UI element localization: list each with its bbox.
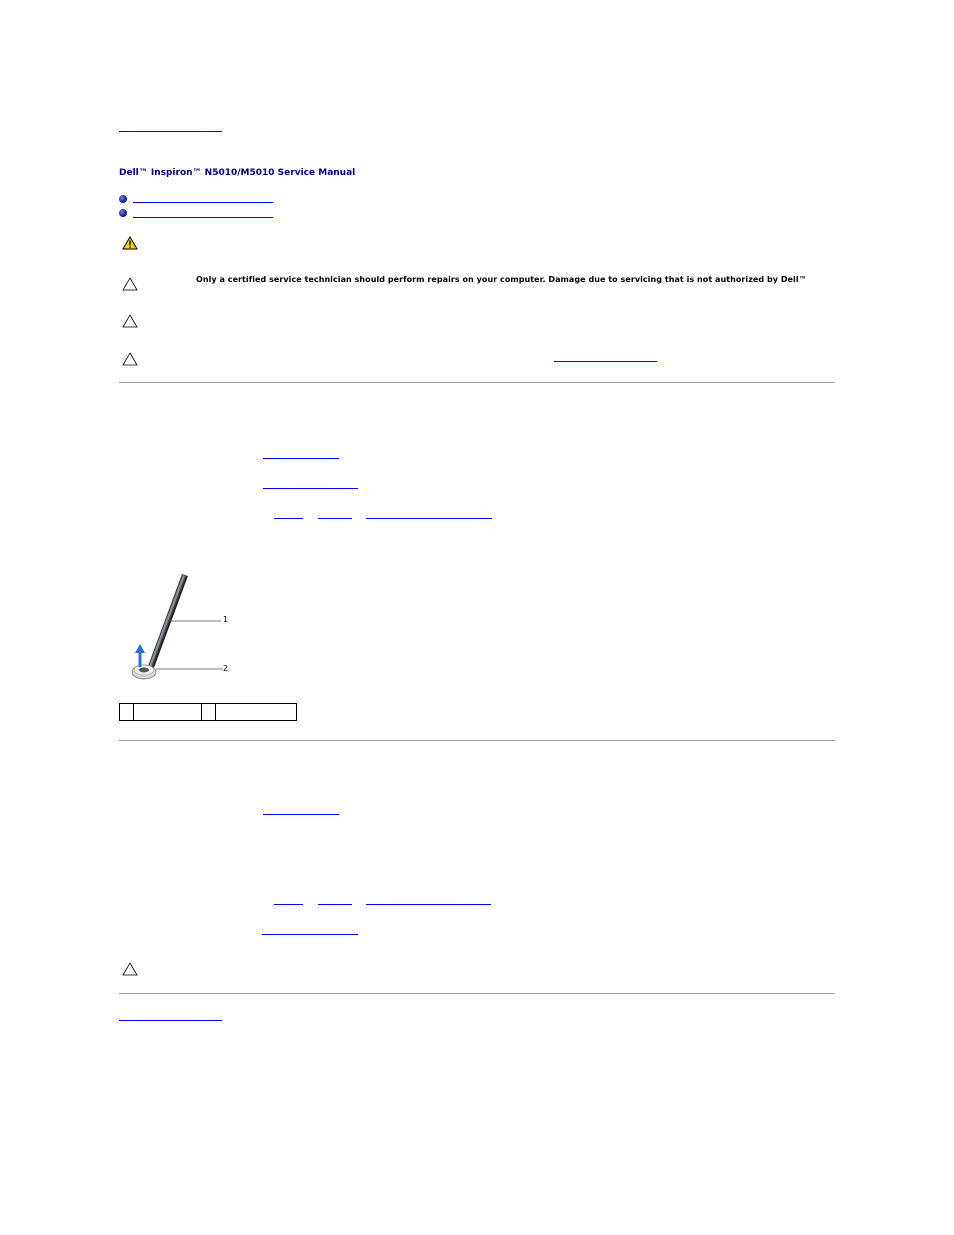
step-link[interactable]: [263, 814, 339, 815]
caution-triangle-icon: [122, 277, 138, 291]
callout-number: 2: [223, 664, 229, 673]
caution-triangle-icon: [122, 352, 138, 366]
coin-cell-battery-illustration: [128, 570, 248, 685]
topic-link-removing[interactable]: [133, 202, 273, 203]
page-title: Dell™ Inspiron™ N5010/M5010 Service Manual: [119, 168, 356, 178]
legend-label-cell: [216, 704, 297, 721]
topic-link-replacing[interactable]: [133, 217, 273, 218]
bullet-dot-icon: [119, 209, 127, 217]
step-link[interactable]: [274, 904, 303, 905]
back-to-contents-link-bottom[interactable]: [119, 1020, 222, 1021]
back-to-contents-link-top[interactable]: [119, 131, 222, 132]
legend-number-cell: [202, 704, 216, 721]
step-link[interactable]: [318, 904, 352, 905]
bullet-dot-icon: [119, 195, 127, 203]
step-link[interactable]: [262, 934, 358, 935]
legend-number-cell: [120, 704, 134, 721]
caution-certified-technician-text: Only a certified service technician should perform repairs on your computer. Damage due to servicing that is not authorized by Dell™: [196, 275, 807, 284]
section-divider: [119, 993, 835, 994]
caution-triangle-icon: [122, 962, 138, 976]
callout-legend-table: [119, 703, 297, 721]
caution-triangle-icon: [122, 314, 138, 328]
callout-number: 1: [223, 615, 229, 624]
legend-label-cell: [134, 704, 202, 721]
step-link[interactable]: [274, 518, 303, 519]
step-link[interactable]: [263, 458, 339, 459]
step-link[interactable]: [366, 904, 491, 905]
section-divider: [119, 740, 835, 741]
step-link[interactable]: [366, 518, 492, 519]
step-link[interactable]: [263, 488, 358, 489]
section-divider: [119, 382, 835, 383]
warning-triangle-icon: [122, 236, 138, 250]
caution-reference-link[interactable]: [554, 361, 657, 362]
step-link[interactable]: [318, 518, 352, 519]
